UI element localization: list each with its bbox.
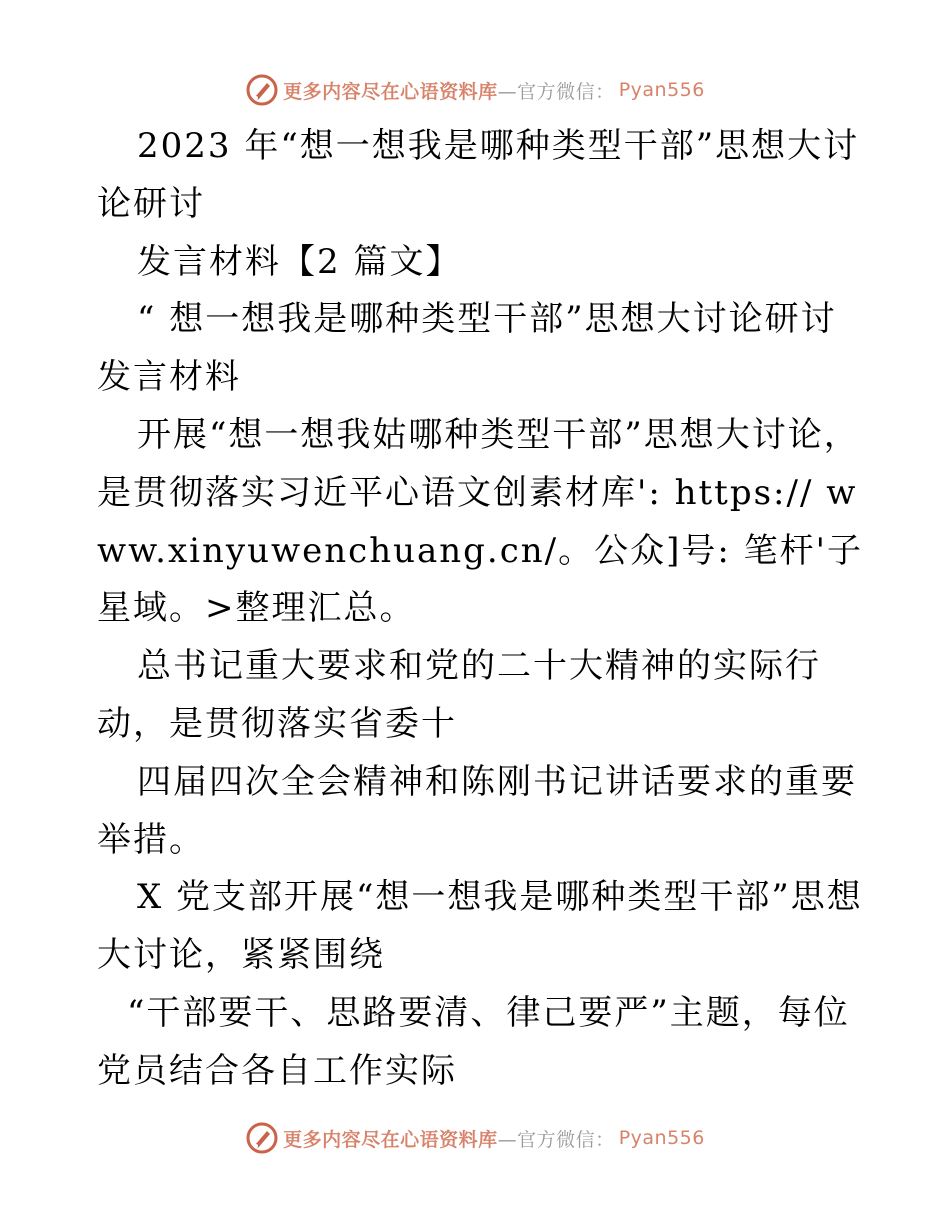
pen-circle-icon	[245, 73, 279, 107]
document-body	[97, 118, 867, 1101]
watermark-lead: 更多内容尽在心语资料库	[283, 80, 498, 103]
doc-paragraph: 四届四次全会精神和陈刚书记讲话要求的重要举措。	[97, 761, 857, 860]
watermark-rest: —官方微信：	[497, 1128, 615, 1151]
watermark-footer	[0, 1118, 950, 1158]
doc-paragraph: 开展“想一想我姑哪种类型干部”思想大讨论，是贯彻落实习近平心语文创素材库': https:// www.xinyuwenchuang.cn/。公众]号: 笔杆'子星域。>整理汇总。	[97, 414, 863, 629]
doc-paragraph: “干部要干、思路要清、律己要严”主题，每位党员结合各自工作实际	[97, 992, 850, 1091]
doc-section-heading: “ 想一想我是哪种类型干部”思想大讨论研讨发言材料	[97, 299, 837, 398]
watermark-header	[0, 70, 950, 110]
watermark-rest: —官方微信：	[497, 80, 615, 103]
watermark-id: Pyan556	[618, 1127, 705, 1149]
doc-paragraph: 总书记重大要求和党的二十大精神的实际行动，是贯彻落实省委十	[97, 646, 821, 744]
pen-circle-icon	[245, 1121, 279, 1155]
doc-title-subline: 发言材料【2 篇文】	[137, 241, 462, 282]
doc-paragraph: X 党支部开展“想一想我是哪种类型干部”思想大讨论，紧紧围绕	[97, 877, 863, 976]
watermark-lead: 更多内容尽在心语资料库	[283, 1128, 498, 1151]
watermark-id: Pyan556	[618, 79, 705, 101]
doc-title-line: 2023 年“想一想我是哪种类型干部”思想大讨论研讨	[97, 126, 860, 224]
